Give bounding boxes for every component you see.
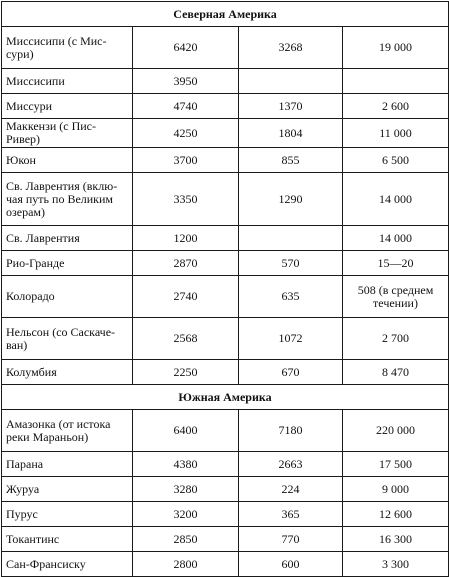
section-title: Южная Америка bbox=[2, 385, 449, 410]
basin-cell: 670 bbox=[239, 360, 343, 385]
basin-cell bbox=[239, 69, 343, 94]
river-name-cell: Маккензи (с Пис-Ривер) bbox=[2, 119, 133, 148]
length-cell: 2850 bbox=[133, 527, 239, 552]
basin-cell: 600 bbox=[239, 552, 343, 577]
river-name-cell: Нельсон (со Саскачеван) bbox=[2, 318, 133, 360]
length-cell: 3280 bbox=[133, 477, 239, 502]
length-cell: 2740 bbox=[133, 276, 239, 318]
length-cell: 4250 bbox=[133, 119, 239, 148]
length-cell: 3950 bbox=[133, 69, 239, 94]
river-name-cell: Парана bbox=[2, 452, 133, 477]
discharge-cell: 12 600 bbox=[343, 502, 449, 527]
length-cell: 3350 bbox=[133, 173, 239, 226]
length-cell: 4380 bbox=[133, 452, 239, 477]
river-name-cell: Миссисипи (с Миссури) bbox=[2, 27, 133, 69]
table-row bbox=[2, 527, 449, 552]
discharge-cell: 8 470 bbox=[343, 360, 449, 385]
river-name-cell: Колумбия bbox=[2, 360, 133, 385]
basin-cell bbox=[239, 226, 343, 251]
section-header-row bbox=[2, 385, 449, 410]
discharge-cell: 19 000 bbox=[343, 27, 449, 69]
basin-cell: 635 bbox=[239, 276, 343, 318]
table-row bbox=[2, 69, 449, 94]
length-cell: 3200 bbox=[133, 502, 239, 527]
length-cell: 2870 bbox=[133, 251, 239, 276]
table-row bbox=[2, 27, 449, 69]
discharge-cell: 11 000 bbox=[343, 119, 449, 148]
length-cell: 2568 bbox=[133, 318, 239, 360]
basin-cell: 1370 bbox=[239, 94, 343, 119]
discharge-cell: 14 000 bbox=[343, 173, 449, 226]
river-name-cell: Сан-Франсиску bbox=[2, 552, 133, 577]
rivers-table-body bbox=[2, 2, 449, 577]
length-cell: 3700 bbox=[133, 148, 239, 173]
river-name-cell: Амазонка (от истока реки Мараньон) bbox=[2, 410, 133, 452]
basin-cell: 3268 bbox=[239, 27, 343, 69]
section-header-row bbox=[2, 2, 449, 27]
river-name-cell: Юкон bbox=[2, 148, 133, 173]
discharge-cell: 2 700 bbox=[343, 318, 449, 360]
length-cell: 1200 bbox=[133, 226, 239, 251]
discharge-cell: 508 (в среднем течении) bbox=[343, 276, 449, 318]
discharge-cell: 220 000 bbox=[343, 410, 449, 452]
length-cell: 2250 bbox=[133, 360, 239, 385]
length-cell: 4740 bbox=[133, 94, 239, 119]
basin-cell: 1804 bbox=[239, 119, 343, 148]
length-cell: 6400 bbox=[133, 410, 239, 452]
table-row bbox=[2, 452, 449, 477]
table-row bbox=[2, 226, 449, 251]
table-row bbox=[2, 410, 449, 452]
section-title: Северная Америка bbox=[2, 2, 449, 27]
river-name-cell: Журуа bbox=[2, 477, 133, 502]
river-name-cell: Рио-Гранде bbox=[2, 251, 133, 276]
table-row bbox=[2, 360, 449, 385]
discharge-cell: 3 300 bbox=[343, 552, 449, 577]
river-name-cell: Токантинс bbox=[2, 527, 133, 552]
basin-cell: 570 bbox=[239, 251, 343, 276]
basin-cell: 7180 bbox=[239, 410, 343, 452]
discharge-cell: 14 000 bbox=[343, 226, 449, 251]
basin-cell: 770 bbox=[239, 527, 343, 552]
basin-cell: 1072 bbox=[239, 318, 343, 360]
length-cell: 6420 bbox=[133, 27, 239, 69]
table-row bbox=[2, 552, 449, 577]
basin-cell: 224 bbox=[239, 477, 343, 502]
discharge-cell: 16 300 bbox=[343, 527, 449, 552]
table-row bbox=[2, 318, 449, 360]
table-row bbox=[2, 276, 449, 318]
table-row bbox=[2, 148, 449, 173]
river-name-cell: Миссури bbox=[2, 94, 133, 119]
river-name-cell: Миссисипи bbox=[2, 69, 133, 94]
river-name-cell: Пурус bbox=[2, 502, 133, 527]
table-row bbox=[2, 173, 449, 226]
discharge-cell: 2 600 bbox=[343, 94, 449, 119]
table-row bbox=[2, 477, 449, 502]
discharge-cell: 17 500 bbox=[343, 452, 449, 477]
table-row bbox=[2, 119, 449, 148]
river-name-cell: Св. Лаврентия (включая путь по Великим озерам) bbox=[2, 173, 133, 226]
discharge-cell: 9 000 bbox=[343, 477, 449, 502]
table-row bbox=[2, 251, 449, 276]
table-row bbox=[2, 502, 449, 527]
basin-cell: 855 bbox=[239, 148, 343, 173]
table-row bbox=[2, 94, 449, 119]
discharge-cell bbox=[343, 69, 449, 94]
rivers-table bbox=[1, 1, 449, 577]
discharge-cell: 15—20 bbox=[343, 251, 449, 276]
basin-cell: 1290 bbox=[239, 173, 343, 226]
basin-cell: 2663 bbox=[239, 452, 343, 477]
river-name-cell: Св. Лаврентия bbox=[2, 226, 133, 251]
basin-cell: 365 bbox=[239, 502, 343, 527]
river-name-cell: Колорадо bbox=[2, 276, 133, 318]
discharge-cell: 6 500 bbox=[343, 148, 449, 173]
length-cell: 2800 bbox=[133, 552, 239, 577]
